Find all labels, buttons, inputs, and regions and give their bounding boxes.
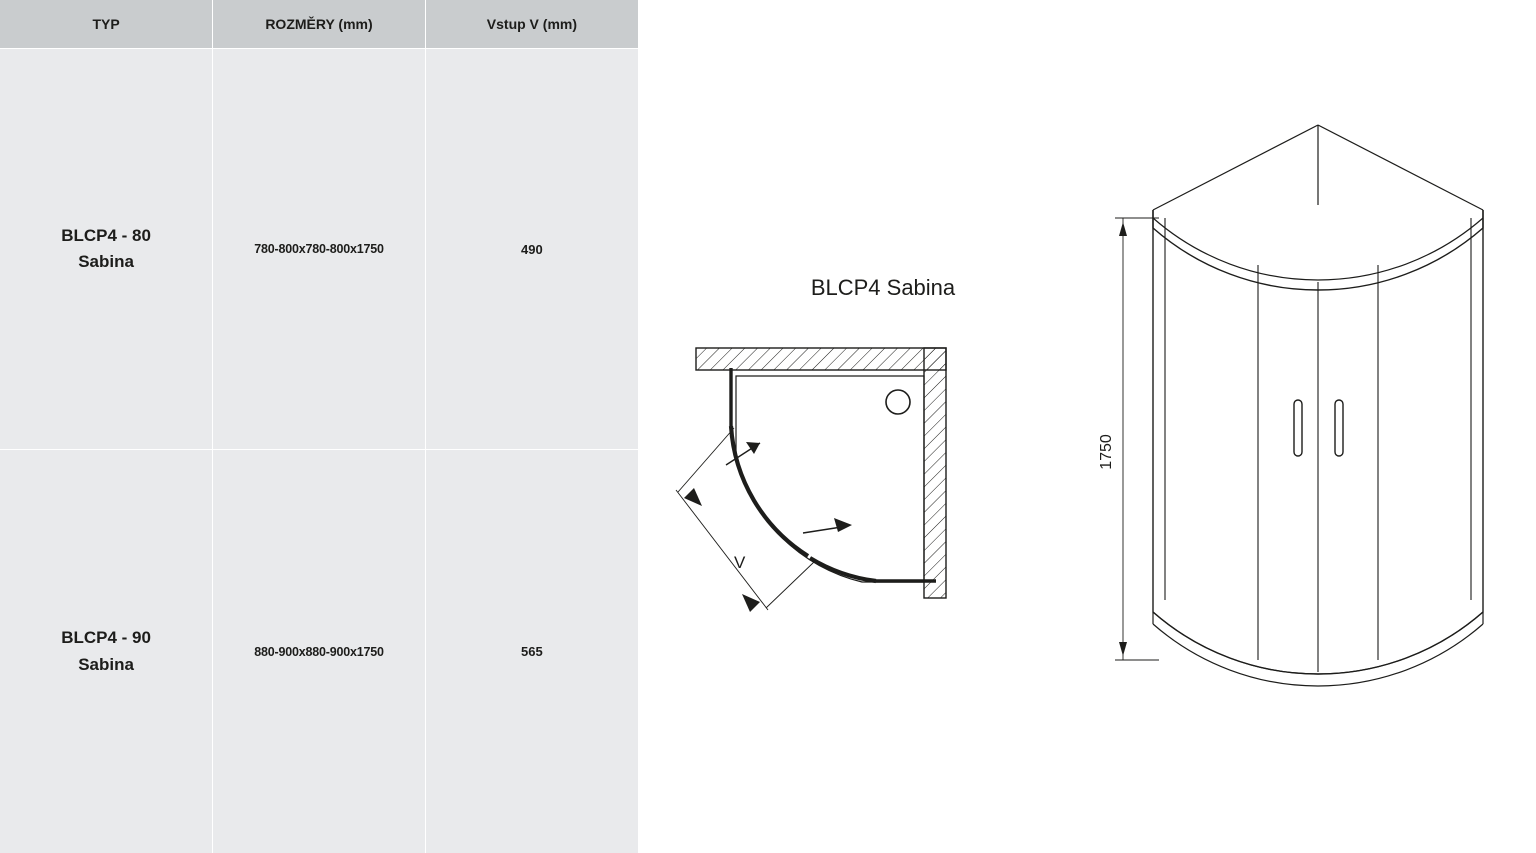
table-row: [0, 450, 638, 853]
slide-arrow-upper: [726, 442, 760, 465]
height-dimension-label: 1750: [1098, 434, 1115, 470]
elevation-view-drawing: [1093, 100, 1523, 780]
drawings-area: [638, 0, 1536, 845]
table-row: [0, 49, 638, 450]
type-series: Sabina: [78, 252, 134, 271]
entry-dimension: [676, 426, 814, 612]
handle-right[interactable]: [1335, 400, 1343, 456]
specification-table: [0, 0, 638, 845]
type-name: BLCP4 - 80: [61, 226, 151, 245]
height-dimension: [1098, 218, 1159, 660]
type-name: BLCP4 - 90: [61, 628, 151, 647]
entry-dimension-label: V: [734, 553, 746, 572]
table-header: [0, 0, 638, 49]
drain-icon: [886, 390, 910, 414]
wall-horizontal: [696, 348, 946, 370]
top-rail-curve: [1153, 210, 1483, 290]
plan-view-drawing: [648, 330, 1068, 670]
cell-entry: 490: [425, 49, 638, 450]
tray-outline: [736, 376, 924, 582]
top-rail-inner-curve: [1153, 218, 1483, 280]
cell-entry: 565: [425, 450, 638, 853]
slide-arrow-lower: [803, 518, 852, 533]
cell-dimensions: 880-900x880-900x1750: [213, 450, 426, 853]
column-header-entry: Vstup V (mm): [425, 0, 638, 49]
door-panel-curve-left: [731, 426, 808, 556]
door-panel-curve-right: [810, 558, 876, 581]
cell-type: [0, 49, 213, 450]
table-body: [0, 49, 638, 853]
column-header-type: TYP: [0, 0, 213, 49]
cell-type: [0, 450, 213, 853]
table-header-row: [0, 0, 638, 49]
column-header-dimensions: ROZMĚRY (mm): [213, 0, 426, 49]
spec-table-element: [0, 0, 638, 853]
cell-dimensions: 780-800x780-800x1750: [213, 49, 426, 450]
handle-left[interactable]: [1294, 400, 1302, 456]
wall-vertical: [924, 348, 946, 598]
wall-edge-left: [1153, 125, 1318, 210]
type-series: Sabina: [78, 655, 134, 674]
plan-drawing-title: BLCP4 Sabina: [718, 275, 1048, 301]
wall-edge-right: [1318, 125, 1483, 210]
